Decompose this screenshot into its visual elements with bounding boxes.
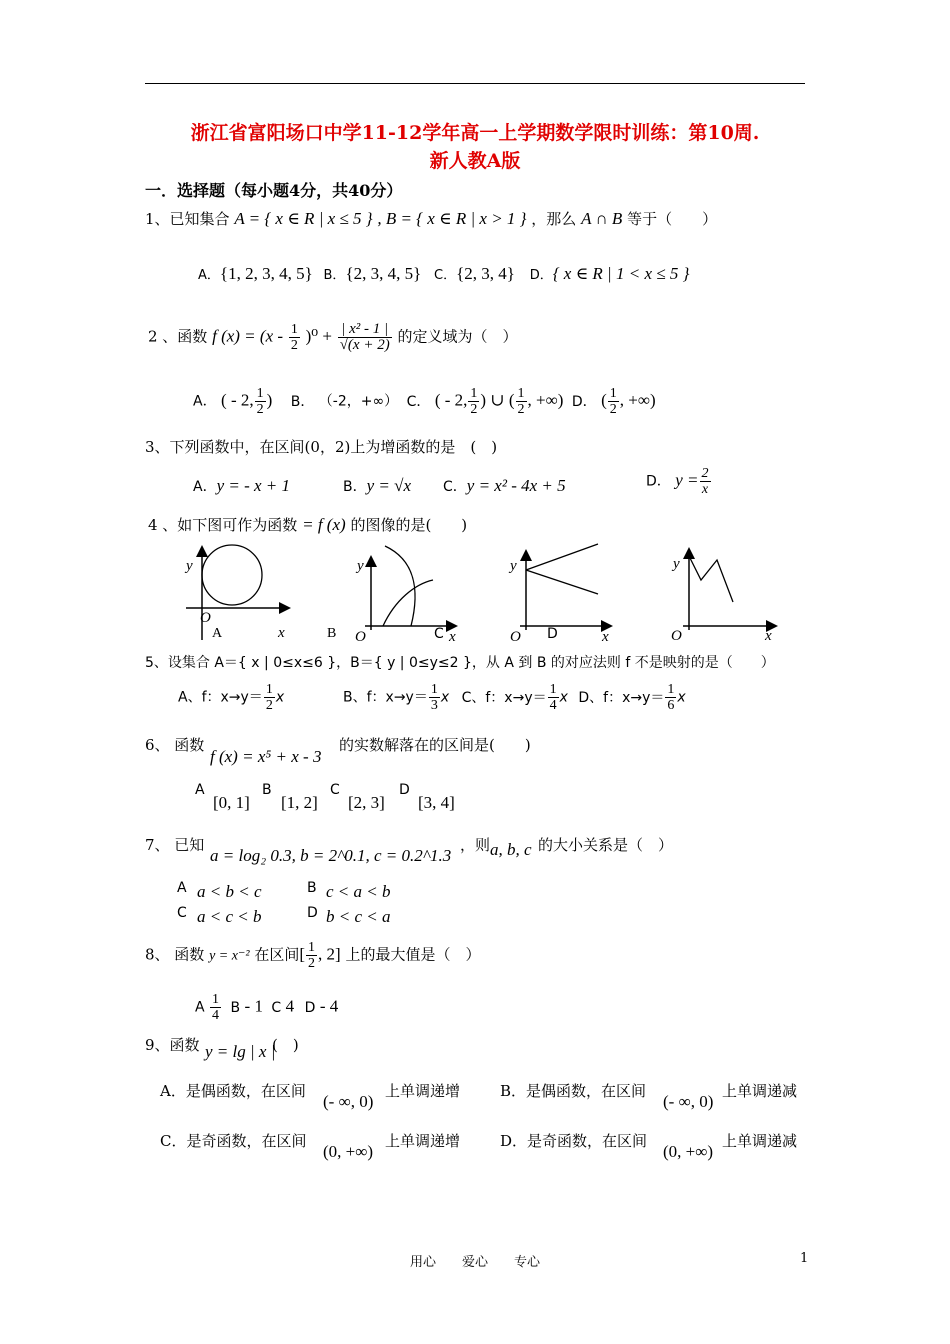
section-heading: 一．选择题（每小题4分，共40分） <box>145 181 403 200</box>
q3-opt-b: y = √x <box>366 476 412 495</box>
q5-opt-c-fraction <box>548 682 559 713</box>
q1-mid: ，那么 <box>531 210 577 228</box>
q7-expr: a = log₂ 0.3, b = 2^0.1, c = 0.2^1.3 <box>210 846 452 865</box>
q2-main-fraction <box>338 322 392 353</box>
q2-numerator: | x² - 1 | <box>338 322 392 338</box>
q2-opt-d-n: 1 <box>609 386 617 401</box>
q2-opt-b-label: B． <box>290 393 315 410</box>
q2-opt-c-fraction-1 <box>468 386 479 417</box>
q4-b-x-label: x <box>449 629 456 645</box>
q3-opt-c: y = x² - 4x + 5 <box>466 476 566 495</box>
q8-opt-d: - 4 <box>319 996 339 1016</box>
q2-opt-d-label: D． <box>571 393 597 410</box>
q7-opt-b: c < a < b <box>326 882 391 901</box>
q4-c-origin: O <box>510 629 521 645</box>
q2-opt-a-n: 1 <box>256 386 264 401</box>
q8-expr: y = x⁻² <box>209 948 250 964</box>
q2-fx: f (x) = (x - <box>212 326 284 346</box>
q4-d-origin: O <box>671 628 682 644</box>
q5-opt-b: B、f：x→y＝ <box>343 689 428 706</box>
q5-options <box>178 682 284 713</box>
q3-options <box>193 476 290 496</box>
q5-opt-d-var: x <box>677 689 686 706</box>
q4-graph-b <box>325 540 465 646</box>
q2-options <box>193 386 656 417</box>
q9-opt-a-interval: (- ∞, 0) <box>323 1092 374 1111</box>
q6-opt-d: [3, 4] <box>418 793 455 812</box>
q5-opt-a: A、f：x→y＝ <box>178 689 263 706</box>
q9-opt-b-interval: (- ∞, 0) <box>663 1092 714 1111</box>
q4-a-y-label: y <box>186 558 193 574</box>
q4-b-label: B <box>327 626 337 641</box>
q1-expr: A ∩ B <box>581 209 623 228</box>
q8-int-fraction <box>306 940 317 971</box>
q5-opt-b-var: x <box>440 689 450 706</box>
q4-a-label: A <box>212 626 223 641</box>
q5-opt-b-d: 3 <box>430 698 438 713</box>
q8-int-n: 1 <box>308 940 316 955</box>
q5-opt-d: D、f：x→y＝ <box>578 689 665 706</box>
title-line-1: 浙江省富阳场口中学11-12学年高一上学期数学限时训练：第10周. <box>190 122 760 144</box>
q9-opt-c-interval: (0, +∞) <box>323 1142 374 1161</box>
q8-opt-c: 4 <box>285 996 295 1016</box>
q5-opt-c-n: 1 <box>549 682 557 697</box>
q2-half-d: 2 <box>290 338 298 353</box>
q8-int-post: , 2] <box>318 944 341 964</box>
q4-c-x-label: x <box>602 629 609 645</box>
q7-vars: a, b, c <box>490 840 532 859</box>
q9-opt-a: A．是偶函数，在区间 <box>160 1082 306 1100</box>
q7-prefix: 7、 已知 <box>145 836 205 854</box>
q2-opt-a-post: ) <box>266 390 273 410</box>
q3-opt-a-label: A． <box>193 479 217 495</box>
q3-opt-c-label: C． <box>443 479 467 495</box>
q6-suffix: 的实数解落在的区间是( ) <box>339 736 531 754</box>
q6-opt-d-label: D <box>399 782 410 798</box>
header-rule <box>145 83 805 84</box>
q7-opt-a: a < b < c <box>197 882 262 901</box>
q7-suffix: 的大小关系是（ ） <box>538 836 674 854</box>
q2-opt-c-mid: ) ∪ ( <box>480 390 515 410</box>
q1-opt-a-label: A． <box>198 268 220 283</box>
q2-opt-c-label: C． <box>406 393 431 410</box>
q4-suffix: 的图像的是( ) <box>350 516 468 534</box>
q6-opt-b-label: B <box>262 782 272 798</box>
q4-d-x-label: x <box>765 628 772 644</box>
q7-opt-c: a < c < b <box>197 907 262 926</box>
q4-expr: = f (x) <box>302 515 346 534</box>
q6-prefix: 6、 函数 <box>145 736 205 754</box>
q6-opt-b: [1, 2] <box>281 793 318 812</box>
q8-opt-b: - 1 <box>244 996 263 1016</box>
q2-opt-c-d1: 2 <box>470 402 478 417</box>
q7-opt-a-label: A <box>177 880 187 896</box>
q3-opt-d-d: x <box>701 482 709 497</box>
q8-prefix: 8、 函数 <box>145 945 205 964</box>
q5-opt-b-n: 1 <box>430 682 438 697</box>
q8-opt-a-label: A <box>195 999 205 1016</box>
q1-set-a: A = { x ∈ R | x ≤ 5 } <box>234 209 373 228</box>
question-8 <box>145 940 481 971</box>
q1-opt-b-label: B． <box>323 268 346 283</box>
q2-opt-a-d: 2 <box>256 402 264 417</box>
page-footer: 用心 爱心 专心 <box>409 1255 540 1270</box>
q5-option-b <box>343 682 686 713</box>
q5-opt-a-fraction <box>264 682 275 713</box>
q8-int-d: 2 <box>308 956 316 971</box>
q3-opt-d-label: D． <box>646 473 671 490</box>
q2-denominator: √(x + 2) <box>339 337 390 353</box>
q2-opt-c-fraction-2 <box>516 386 527 417</box>
q9-opt-d-tail: 上单调递减 <box>722 1132 798 1150</box>
q2-opt-a-pre: ( - 2, <box>221 390 254 410</box>
q1-options <box>198 264 689 284</box>
q8-opt-b-label: B <box>230 999 241 1016</box>
q6-opt-a-label: A <box>195 782 205 798</box>
q1-opt-a: {1, 2, 3, 4, 5} <box>219 264 313 283</box>
q4-graph-a <box>180 540 300 646</box>
q2-opt-a-fraction <box>255 386 266 417</box>
q1-opt-c-label: C． <box>434 268 457 283</box>
q4-graph-c <box>500 540 620 646</box>
q7-mid: ，则 <box>460 836 491 854</box>
q9-opt-c: C．是奇函数，在区间 <box>160 1132 307 1150</box>
q7-opt-d-label: D <box>307 905 318 921</box>
question-3: 3、下列函数中，在区间(0，2)上为增函数的是 ( ) <box>145 438 498 456</box>
q2-opt-c-post: , +∞) <box>527 390 564 410</box>
q9-opt-b: B．是偶函数，在区间 <box>500 1082 647 1100</box>
q4-a-x-label: x <box>278 625 285 641</box>
q4-d-y-label: y <box>673 556 680 572</box>
q2-pow: )⁰ + <box>305 326 332 346</box>
q6-opt-c-label: C <box>330 782 340 798</box>
q8-mid: 在区间 <box>254 945 300 964</box>
q9-prefix: 9、函数 <box>145 1036 200 1054</box>
q9-opt-d: D．是奇函数，在区间 <box>500 1132 648 1150</box>
q4-prefix: 4 、如下图可作为函数 <box>148 516 298 534</box>
q2-opt-d-d: 2 <box>609 402 617 417</box>
q1-opt-b: {2, 3, 4, 5} <box>345 264 422 283</box>
question-6 <box>145 734 204 755</box>
q5-opt-c-d: 4 <box>549 698 557 713</box>
q1-opt-d-label: D． <box>529 268 553 283</box>
q2-opt-d-fraction <box>608 386 619 417</box>
q5-opt-d-d: 6 <box>667 698 675 713</box>
question-1 <box>145 208 717 229</box>
q4-c-y-label: y <box>510 558 517 574</box>
q2-opt-b: （-2，+∞） <box>318 393 399 410</box>
q1-prefix: 1、已知集合 <box>145 210 230 228</box>
q4-b-y-label: y <box>357 558 364 574</box>
q6-expr: f (x) = x⁵ + x - 3 <box>210 747 322 766</box>
q9-opt-a-tail: 上单调递增 <box>385 1082 461 1100</box>
q3-option-b <box>343 476 411 496</box>
q8-int-pre: [ <box>299 944 306 964</box>
title-line-2: 新人教A版 <box>429 150 521 172</box>
q5-opt-b-fraction <box>429 682 440 713</box>
q5-opt-a-n: 1 <box>265 682 273 697</box>
q3-opt-d-fraction <box>700 466 711 497</box>
q2-opt-c-d2: 2 <box>517 402 525 417</box>
q9-opt-c-tail: 上单调递增 <box>385 1132 461 1150</box>
q7-opt-d: b < c < a <box>326 907 391 926</box>
page-number: 1 <box>800 1251 809 1266</box>
q2-opt-c-n2: 1 <box>517 386 525 401</box>
q8-opt-d-label: D <box>304 999 316 1016</box>
q4-d-label: D <box>547 626 558 642</box>
q9-suffix: ( ) <box>272 1036 299 1054</box>
q2-suffix: 的定义域为（ ） <box>397 327 518 346</box>
q5-opt-a-var: x <box>275 689 285 706</box>
q5-opt-c-var: x <box>559 689 568 706</box>
q8-opt-a-d: 4 <box>212 1008 220 1023</box>
q3-opt-a: y = - x + 1 <box>216 476 291 495</box>
q1-set-b: , B = { x ∈ R | x > 1 } <box>377 209 527 228</box>
q9-opt-d-interval: (0, +∞) <box>663 1142 714 1161</box>
q1-opt-c: {2, 3, 4} <box>456 264 515 283</box>
q2-half-n: 1 <box>290 322 298 337</box>
q2-half-fraction <box>289 322 300 353</box>
q7-opt-c-label: C <box>177 905 187 921</box>
q2-opt-d-pre: ( <box>601 390 607 410</box>
q8-opt-a-n: 1 <box>212 992 220 1007</box>
q8-opt-a-fraction <box>210 992 221 1023</box>
q8-suffix: 上的最大值是（ ） <box>345 945 481 964</box>
q3-opt-b-label: B． <box>343 479 367 495</box>
q4-b-origin: O <box>355 629 366 645</box>
q1-opt-d: { x ∈ R | 1 < x ≤ 5 } <box>552 264 690 283</box>
q5-opt-a-d: 2 <box>265 698 273 713</box>
q5-opt-c: C、f：x→y＝ <box>461 689 547 706</box>
q2-opt-c-pre: ( - 2, <box>434 390 468 410</box>
q2-opt-d-post: , +∞) <box>619 390 656 410</box>
q9-expr: y = lg | x | <box>205 1042 276 1061</box>
question-2 <box>148 322 518 353</box>
q7-opt-b-label: B <box>307 880 317 896</box>
q2-opt-c-n1: 1 <box>470 386 478 401</box>
q3-opt-d: y = <box>675 470 699 490</box>
q8-opt-c-label: C <box>271 999 282 1016</box>
question-4 <box>148 514 467 535</box>
q4-c-label: C <box>434 626 444 642</box>
q1-suffix: 等于（ ） <box>627 210 718 228</box>
q4-graph-d <box>665 540 785 646</box>
q6-opt-a: [0, 1] <box>213 793 250 812</box>
q6-opt-c: [2, 3] <box>348 793 385 812</box>
q4-a-origin: O <box>200 610 211 626</box>
q2-prefix: 2 、函数 <box>148 327 208 346</box>
q3-option-d <box>646 466 712 497</box>
q8-options <box>195 992 338 1023</box>
question-5: 5、设集合 A＝{ x | 0≤x≤6 }，B＝{ y | 0≤y≤2 }，从 A 到 B 的对应法则 f 不是映射的是（ ） <box>145 655 775 671</box>
q3-option-c <box>443 476 566 496</box>
q5-opt-d-fraction <box>665 682 676 713</box>
q3-opt-d-n: 2 <box>701 466 709 481</box>
q9-opt-b-tail: 上单调递减 <box>722 1082 798 1100</box>
q2-opt-a-label: A． <box>193 393 217 410</box>
q5-opt-d-n: 1 <box>667 682 675 697</box>
